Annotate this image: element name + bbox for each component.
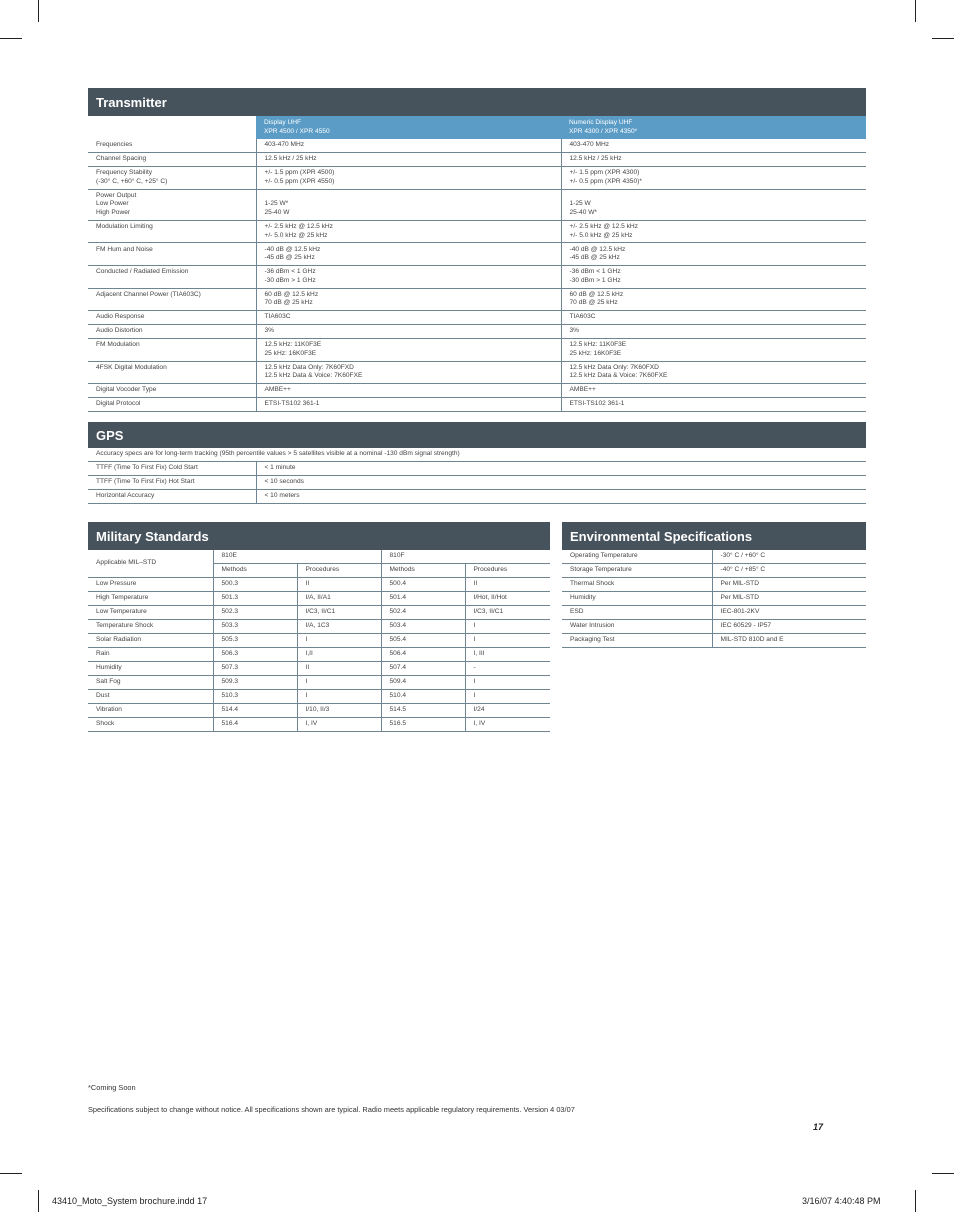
method-810f: 501.4 <box>381 591 465 605</box>
method-810f: 509.4 <box>381 675 465 689</box>
spec-value-display: 12.5 kHz / 25 kHz <box>256 153 561 167</box>
std-810f-label: 810F <box>381 550 550 563</box>
procedure-810f: - <box>465 661 550 675</box>
spec-value-display: +/- 2.5 kHz @ 12.5 kHz +/- 5.0 kHz @ 25 kHz <box>256 220 561 243</box>
table-row <box>88 703 550 717</box>
transmitter-col2-header: Numeric Display UHF XPR 4300 / XPR 4350* <box>561 116 866 139</box>
procedure-810f: I/C3, II/C1 <box>465 605 550 619</box>
method-810f: 507.4 <box>381 661 465 675</box>
table-row <box>562 633 866 647</box>
spec-label: FM Modulation <box>88 339 256 362</box>
table-row <box>88 384 866 398</box>
method-810e: 514.4 <box>213 703 297 717</box>
test-label: Rain <box>88 647 213 661</box>
methods-header: Methods <box>213 563 297 577</box>
procedure-810e: I/10, II/3 <box>297 703 381 717</box>
spec-value-display: 12.5 kHz: 11K0F3E 25 kHz: 16K0F3E <box>256 339 561 362</box>
method-810f: 506.4 <box>381 647 465 661</box>
spec-value-display: 60 dB @ 12.5 kHz 70 dB @ 25 kHz <box>256 288 561 311</box>
procedure-810f: I, III <box>465 647 550 661</box>
transmitter-col1-header: Display UHF XPR 4500 / XPR 4550 <box>256 116 561 139</box>
spec-value-numeric: -36 dBm < 1 GHz -30 dBm > 1 GHz <box>561 265 866 288</box>
spec-label: Audio Distortion <box>88 325 256 339</box>
spec-value: < 10 seconds <box>256 475 866 489</box>
spec-value-display: 1-25 W* 25-40 W <box>256 189 561 220</box>
spec-value-display: 3% <box>256 325 561 339</box>
table-row <box>88 325 866 339</box>
std-810e-label: 810E <box>213 550 381 563</box>
spec-label: Water Intrusion <box>562 619 712 633</box>
table-row <box>88 139 866 152</box>
spec-label: Audio Response <box>88 311 256 325</box>
table-row <box>88 605 550 619</box>
test-label: Dust <box>88 689 213 703</box>
procedure-810e: II <box>297 661 381 675</box>
file-slug: 43410_Moto_System brochure.indd 17 <box>52 1196 208 1206</box>
table-row <box>88 489 866 503</box>
test-label: Low Pressure <box>88 577 213 591</box>
table-row <box>88 619 550 633</box>
method-810e: 503.3 <box>213 619 297 633</box>
method-810f: 510.4 <box>381 689 465 703</box>
spec-value-numeric: TIA603C <box>561 311 866 325</box>
procedure-810e: II <box>297 577 381 591</box>
crop-mark <box>932 38 954 39</box>
spec-value-display: 12.5 kHz Data Only: 7K60FXD 12.5 kHz Data & Voice: 7K60FXE <box>256 361 561 384</box>
procedure-810f: II <box>465 577 550 591</box>
timestamp-slug: 3/16/07 4:40:48 PM <box>802 1196 881 1206</box>
procedure-810e: I/A, 1C3 <box>297 619 381 633</box>
crop-mark <box>932 1173 954 1174</box>
test-label: Low Temperature <box>88 605 213 619</box>
spec-label: Humidity <box>562 591 712 605</box>
gps-table <box>88 448 866 504</box>
disclaimer: Specifications subject to change without notice. All specifications shown are typical. Radio meets applicable regulatory requirements. Version 4 03/07 <box>88 1105 575 1114</box>
method-810e: 509.3 <box>213 675 297 689</box>
spec-value-numeric: -40 dB @ 12.5 kHz -45 dB @ 25 kHz <box>561 243 866 266</box>
method-810e: 510.3 <box>213 689 297 703</box>
gps-title: GPS <box>88 422 866 448</box>
spec-value: -30° C / +60° C <box>712 550 866 563</box>
procedure-810e: I/C3, II/C1 <box>297 605 381 619</box>
table-row <box>562 563 866 577</box>
procedure-810f: I/Hot, II/Hot <box>465 591 550 605</box>
table-row <box>88 398 866 412</box>
spec-label: Frequency Stability (-30° C, +60° C, +25° C) <box>88 167 256 190</box>
crop-mark <box>915 0 916 22</box>
spec-label: FM Hum and Noise <box>88 243 256 266</box>
table-row <box>88 220 866 243</box>
procedure-810e: I <box>297 689 381 703</box>
spec-value: Per MIL-STD <box>712 591 866 605</box>
spec-value-numeric: 12.5 kHz: 11K0F3E 25 kHz: 16K0F3E <box>561 339 866 362</box>
spec-value-display: -36 dBm < 1 GHz -30 dBm > 1 GHz <box>256 265 561 288</box>
table-row <box>88 577 550 591</box>
method-810f: 516.5 <box>381 717 465 731</box>
spec-label: Packaging Test <box>562 633 712 647</box>
procedure-810e: I,II <box>297 647 381 661</box>
table-row <box>562 591 866 605</box>
table-row <box>88 675 550 689</box>
procedure-810f: I <box>465 675 550 689</box>
table-row <box>88 288 866 311</box>
spec-label: Storage Temperature <box>562 563 712 577</box>
table-row <box>88 661 550 675</box>
spec-value: IEC 60529 - IP57 <box>712 619 866 633</box>
method-810e: 516.4 <box>213 717 297 731</box>
table-row <box>88 265 866 288</box>
table-row <box>88 167 866 190</box>
crop-mark <box>38 0 39 22</box>
environmental-table <box>562 550 866 648</box>
spec-label: Digital Protocol <box>88 398 256 412</box>
spec-value-display: ETSI-TS102 361-1 <box>256 398 561 412</box>
test-label: Salt Fog <box>88 675 213 689</box>
page-number: 17 <box>813 1122 824 1132</box>
procedures-header: Procedures <box>465 563 550 577</box>
methods-header: Methods <box>381 563 465 577</box>
spec-label: TTFF (Time To First Fix) Cold Start <box>88 461 256 475</box>
method-810e: 507.3 <box>213 661 297 675</box>
method-810f: 514.5 <box>381 703 465 717</box>
applicable-mil-std-label: Applicable MIL–STD <box>88 550 213 577</box>
table-row <box>88 475 866 489</box>
environmental-title: Environmental Specifications <box>562 522 866 550</box>
spec-label: Channel Spacing <box>88 153 256 167</box>
method-810f: 502.4 <box>381 605 465 619</box>
spec-label: ESD <box>562 605 712 619</box>
spec-value: IEC-801-2KV <box>712 605 866 619</box>
test-label: Shock <box>88 717 213 731</box>
spec-value-display: 403-470 MHz <box>256 139 561 152</box>
crop-mark <box>915 1190 916 1212</box>
test-label: Temperature Shock <box>88 619 213 633</box>
spec-value: -40° C / +85° C <box>712 563 866 577</box>
header-blank <box>88 116 256 139</box>
test-label: Solar Radiation <box>88 633 213 647</box>
table-row <box>88 717 550 731</box>
spec-label: 4FSK Digital Modulation <box>88 361 256 384</box>
table-row <box>88 361 866 384</box>
spec-value-numeric: +/- 1.5 ppm (XPR 4300) +/- 0.5 ppm (XPR 4350)* <box>561 167 866 190</box>
table-row <box>562 605 866 619</box>
table-row <box>88 689 550 703</box>
spec-label: Adjacent Channel Power (TIA603C) <box>88 288 256 311</box>
procedure-810f: I, IV <box>465 717 550 731</box>
table-row <box>562 550 866 563</box>
spec-value-numeric: 60 dB @ 12.5 kHz 70 dB @ 25 kHz <box>561 288 866 311</box>
method-810e: 501.3 <box>213 591 297 605</box>
spec-value-numeric: 12.5 kHz Data Only: 7K60FXD 12.5 kHz Data & Voice: 7K60FXE <box>561 361 866 384</box>
table-row <box>88 591 550 605</box>
test-label: Vibration <box>88 703 213 717</box>
spec-value-numeric: +/- 2.5 kHz @ 12.5 kHz +/- 5.0 kHz @ 25 kHz <box>561 220 866 243</box>
gps-note: Accuracy specs are for long-term tracking (95th percentile values > 5 satellites visible at a nominal -130 dBm signal strength) <box>88 448 866 461</box>
method-810f: 505.4 <box>381 633 465 647</box>
procedure-810f: I/24 <box>465 703 550 717</box>
spec-label: Operating Temperature <box>562 550 712 563</box>
test-label: Humidity <box>88 661 213 675</box>
table-row <box>562 619 866 633</box>
procedure-810e: I, IV <box>297 717 381 731</box>
spec-value-numeric: 403-470 MHz <box>561 139 866 152</box>
military-title: Military Standards <box>88 522 550 550</box>
table-row <box>88 461 866 475</box>
spec-label: Modulation Limiting <box>88 220 256 243</box>
table-row <box>88 243 866 266</box>
spec-value-display: TIA603C <box>256 311 561 325</box>
coming-soon-note: *Coming Soon <box>88 1083 136 1092</box>
spec-label: Horizontal Accuracy <box>88 489 256 503</box>
transmitter-title: Transmitter <box>88 88 866 116</box>
spec-value-numeric: ETSI-TS102 361-1 <box>561 398 866 412</box>
spec-value: Per MIL-STD <box>712 577 866 591</box>
spec-value-numeric: 3% <box>561 325 866 339</box>
procedure-810f: I <box>465 689 550 703</box>
crop-mark <box>38 1190 39 1212</box>
spec-label: Frequencies <box>88 139 256 152</box>
spec-label: Digital Vocoder Type <box>88 384 256 398</box>
table-row <box>88 189 866 220</box>
table-row <box>562 577 866 591</box>
spec-value-display: +/- 1.5 ppm (XPR 4500) +/- 0.5 ppm (XPR 4550) <box>256 167 561 190</box>
spec-label: Thermal Shock <box>562 577 712 591</box>
spec-value: < 1 minute <box>256 461 866 475</box>
transmitter-table <box>88 116 866 412</box>
procedure-810e: I <box>297 633 381 647</box>
spec-value-numeric: AMBE++ <box>561 384 866 398</box>
spec-value-display: -40 dB @ 12.5 kHz -45 dB @ 25 kHz <box>256 243 561 266</box>
spec-label: TTFF (Time To First Fix) Hot Start <box>88 475 256 489</box>
spec-label: Conducted / Radiated Emission <box>88 265 256 288</box>
military-table <box>88 550 550 732</box>
table-row <box>88 153 866 167</box>
table-row <box>88 633 550 647</box>
method-810e: 500.3 <box>213 577 297 591</box>
crop-mark <box>0 38 22 39</box>
method-810f: 503.4 <box>381 619 465 633</box>
spec-value-numeric: 12.5 kHz / 25 kHz <box>561 153 866 167</box>
method-810e: 505.3 <box>213 633 297 647</box>
procedure-810f: I <box>465 633 550 647</box>
spec-value-numeric: 1-25 W 25-40 W* <box>561 189 866 220</box>
crop-mark <box>0 1173 22 1174</box>
procedure-810f: I <box>465 619 550 633</box>
spec-label: Power Output Low Power High Power <box>88 189 256 220</box>
test-label: High Temperature <box>88 591 213 605</box>
method-810e: 502.3 <box>213 605 297 619</box>
spec-value: < 10 meters <box>256 489 866 503</box>
table-row <box>88 647 550 661</box>
table-row <box>88 311 866 325</box>
spec-value-display: AMBE++ <box>256 384 561 398</box>
table-row <box>88 339 866 362</box>
spec-value: MIL-STD 810D and E <box>712 633 866 647</box>
method-810f: 500.4 <box>381 577 465 591</box>
procedure-810e: I <box>297 675 381 689</box>
procedures-header: Procedures <box>297 563 381 577</box>
method-810e: 506.3 <box>213 647 297 661</box>
procedure-810e: I/A, II/A1 <box>297 591 381 605</box>
